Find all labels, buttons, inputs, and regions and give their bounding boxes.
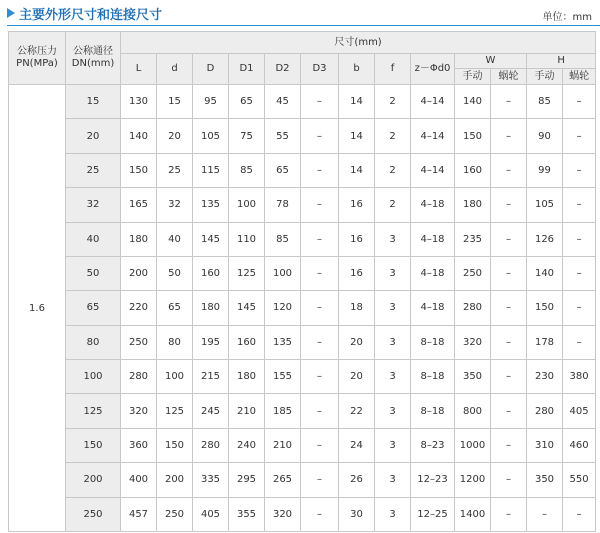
- table-cell: –: [563, 497, 596, 532]
- table-cell: –: [563, 291, 596, 325]
- table-cell: 110: [229, 222, 265, 256]
- table-cell: 4–18: [411, 222, 455, 256]
- table-cell: 310: [527, 428, 563, 462]
- table-cell: 85: [265, 222, 301, 256]
- dn-cell: 40: [66, 222, 121, 256]
- table-cell: –: [491, 291, 527, 325]
- header-z-d0: z－Φd0: [411, 54, 455, 85]
- table-cell: 115: [193, 153, 229, 187]
- table-cell: –: [301, 222, 339, 256]
- table-cell: 180: [455, 188, 491, 222]
- table-cell: 240: [229, 428, 265, 462]
- table-cell: –: [301, 153, 339, 187]
- table-cell: 2: [375, 153, 411, 187]
- table-cell: 14: [339, 119, 375, 153]
- table-cell: 105: [193, 119, 229, 153]
- header-f: f: [375, 54, 411, 85]
- table-cell: 180: [229, 360, 265, 394]
- header-divider: [7, 25, 600, 26]
- dn-cell: 80: [66, 325, 121, 359]
- table-cell: 320: [121, 394, 157, 428]
- table-cell: 250: [157, 497, 193, 532]
- table-cell: 245: [193, 394, 229, 428]
- table-cell: –: [491, 153, 527, 187]
- table-cell: 295: [229, 463, 265, 497]
- table-cell: 25: [157, 153, 193, 187]
- table-cell: –: [301, 428, 339, 462]
- table-cell: 220: [121, 291, 157, 325]
- header-H: H: [527, 54, 596, 69]
- dn-cell: 100: [66, 360, 121, 394]
- table-cell: 160: [455, 153, 491, 187]
- table-cell: 90: [527, 119, 563, 153]
- table-cell: 320: [265, 497, 301, 532]
- table-cell: 4–14: [411, 119, 455, 153]
- table-cell: –: [491, 222, 527, 256]
- table-cell: 178: [527, 325, 563, 359]
- table-row: [9, 119, 596, 153]
- table-cell: 16: [339, 256, 375, 290]
- table-cell: 3: [375, 360, 411, 394]
- header-D3: D3: [301, 54, 339, 85]
- dn-cell: 20: [66, 119, 121, 153]
- table-cell: 4–18: [411, 256, 455, 290]
- table-cell: 405: [563, 394, 596, 428]
- dn-cell: 25: [66, 153, 121, 187]
- table-cell: –: [491, 428, 527, 462]
- table-cell: 355: [229, 497, 265, 532]
- table-cell: 100: [229, 188, 265, 222]
- table-cell: 150: [121, 153, 157, 187]
- table-cell: 140: [121, 119, 157, 153]
- header-d: d: [157, 54, 193, 85]
- table-cell: 380: [563, 360, 596, 394]
- header-h-worm: 蜗轮: [563, 69, 596, 85]
- table-cell: 126: [527, 222, 563, 256]
- header-h-manual: 手动: [527, 69, 563, 85]
- table-cell: 2: [375, 85, 411, 119]
- table-cell: –: [563, 85, 596, 119]
- header-D1: D1: [229, 54, 265, 85]
- header-D2: D2: [265, 54, 301, 85]
- table-cell: 3: [375, 291, 411, 325]
- table-cell: 800: [455, 394, 491, 428]
- table-cell: 140: [455, 85, 491, 119]
- table-cell: 120: [265, 291, 301, 325]
- table-cell: 160: [229, 325, 265, 359]
- table-cell: –: [527, 497, 563, 532]
- table-cell: 12–23: [411, 463, 455, 497]
- table-cell: 4–18: [411, 188, 455, 222]
- table-cell: –: [563, 153, 596, 187]
- table-cell: 20: [339, 325, 375, 359]
- table-cell: –: [301, 85, 339, 119]
- table-cell: 45: [265, 85, 301, 119]
- table-cell: 40: [157, 222, 193, 256]
- table-cell: –: [563, 119, 596, 153]
- table-cell: 30: [339, 497, 375, 532]
- table-cell: –: [301, 497, 339, 532]
- section-header: [0, 0, 600, 26]
- table-cell: 280: [455, 291, 491, 325]
- table-cell: –: [491, 325, 527, 359]
- table-cell: 100: [265, 256, 301, 290]
- header-W: W: [455, 54, 527, 69]
- table-cell: 135: [265, 325, 301, 359]
- unit-label: 单位：mm: [542, 12, 592, 23]
- table-cell: 460: [563, 428, 596, 462]
- table-cell: 125: [157, 394, 193, 428]
- table-cell: 180: [193, 291, 229, 325]
- table-cell: 150: [157, 428, 193, 462]
- table-cell: 320: [455, 325, 491, 359]
- table-cell: 3: [375, 428, 411, 462]
- table-cell: 16: [339, 188, 375, 222]
- table-cell: 280: [527, 394, 563, 428]
- table-row: [9, 85, 596, 119]
- table-cell: –: [301, 360, 339, 394]
- table-cell: 85: [527, 85, 563, 119]
- table-cell: 4–14: [411, 153, 455, 187]
- table-cell: 280: [121, 360, 157, 394]
- dn-cell: 15: [66, 85, 121, 119]
- table-cell: 265: [265, 463, 301, 497]
- header-pn: 公称压力 PN(MPa): [9, 32, 66, 85]
- table-cell: 3: [375, 497, 411, 532]
- table-cell: 150: [527, 291, 563, 325]
- table-cell: 150: [455, 119, 491, 153]
- table-cell: –: [491, 85, 527, 119]
- table-cell: 550: [563, 463, 596, 497]
- table-cell: 210: [265, 428, 301, 462]
- table-cell: 95: [193, 85, 229, 119]
- header-b: b: [339, 54, 375, 85]
- header-size: 尺寸(mm): [121, 32, 596, 54]
- table-cell: –: [301, 119, 339, 153]
- table-cell: 26: [339, 463, 375, 497]
- table-cell: 20: [339, 360, 375, 394]
- table-cell: –: [491, 188, 527, 222]
- table-cell: 360: [121, 428, 157, 462]
- table-cell: 14: [339, 153, 375, 187]
- table-row: [9, 291, 596, 325]
- table-cell: 14: [339, 85, 375, 119]
- section-title: 主要外形尺寸和连接尺寸: [19, 8, 163, 23]
- table-cell: –: [563, 188, 596, 222]
- table-cell: 16: [339, 222, 375, 256]
- dn-cell: 150: [66, 428, 121, 462]
- header-dn: 公称通径 DN(mm): [66, 32, 121, 85]
- table-cell: 235: [455, 222, 491, 256]
- table-cell: 8–18: [411, 325, 455, 359]
- table-cell: –: [491, 256, 527, 290]
- table-cell: 8–18: [411, 360, 455, 394]
- table-cell: 32: [157, 188, 193, 222]
- table-cell: –: [563, 256, 596, 290]
- table-body: [9, 85, 596, 532]
- table-cell: 200: [121, 256, 157, 290]
- table-cell: 155: [265, 360, 301, 394]
- table-cell: –: [301, 188, 339, 222]
- dn-cell: 65: [66, 291, 121, 325]
- table-cell: 200: [157, 463, 193, 497]
- dn-cell: 50: [66, 256, 121, 290]
- table-cell: 8–23: [411, 428, 455, 462]
- table-cell: –: [563, 325, 596, 359]
- header-w-manual: 手动: [455, 69, 491, 85]
- table-cell: 24: [339, 428, 375, 462]
- table-row: [9, 256, 596, 290]
- table-cell: 50: [157, 256, 193, 290]
- table-cell: 335: [193, 463, 229, 497]
- table-cell: 145: [229, 291, 265, 325]
- table-cell: 180: [121, 222, 157, 256]
- table-row: [9, 153, 596, 187]
- table-cell: 4–18: [411, 291, 455, 325]
- table-cell: 1000: [455, 428, 491, 462]
- table-cell: 75: [229, 119, 265, 153]
- table-cell: 350: [527, 463, 563, 497]
- table-cell: 140: [527, 256, 563, 290]
- table-cell: 195: [193, 325, 229, 359]
- table-cell: 210: [229, 394, 265, 428]
- table-cell: 160: [193, 256, 229, 290]
- table-row: [9, 188, 596, 222]
- table-cell: –: [301, 394, 339, 428]
- pn-cell: 1.6: [9, 85, 66, 532]
- header-D: D: [193, 54, 229, 85]
- table-cell: 65: [157, 291, 193, 325]
- table-cell: 3: [375, 222, 411, 256]
- table-cell: 457: [121, 497, 157, 532]
- table-row: [9, 360, 596, 394]
- table-cell: 65: [265, 153, 301, 187]
- table-cell: –: [563, 222, 596, 256]
- table-cell: 2: [375, 119, 411, 153]
- table-cell: 280: [193, 428, 229, 462]
- table-row: [9, 222, 596, 256]
- table-cell: 250: [121, 325, 157, 359]
- table-cell: 250: [455, 256, 491, 290]
- table-cell: 125: [229, 256, 265, 290]
- header-L: L: [121, 54, 157, 85]
- table-cell: 2: [375, 188, 411, 222]
- table-cell: –: [301, 256, 339, 290]
- table-cell: 85: [229, 153, 265, 187]
- table-cell: –: [301, 463, 339, 497]
- table-row: [9, 497, 596, 532]
- table-cell: 3: [375, 463, 411, 497]
- table-cell: 8–18: [411, 394, 455, 428]
- triangle-right-icon: [7, 8, 15, 18]
- table-cell: 99: [527, 153, 563, 187]
- table-cell: 65: [229, 85, 265, 119]
- table-cell: 165: [121, 188, 157, 222]
- table-cell: –: [491, 394, 527, 428]
- dn-cell: 250: [66, 497, 121, 532]
- dn-cell: 32: [66, 188, 121, 222]
- table-cell: 105: [527, 188, 563, 222]
- table-cell: 185: [265, 394, 301, 428]
- table-cell: 20: [157, 119, 193, 153]
- table-cell: 3: [375, 394, 411, 428]
- table-cell: 145: [193, 222, 229, 256]
- table-cell: 1200: [455, 463, 491, 497]
- table-cell: 15: [157, 85, 193, 119]
- table-row: [9, 463, 596, 497]
- table-cell: –: [301, 291, 339, 325]
- table-cell: 80: [157, 325, 193, 359]
- dn-cell: 200: [66, 463, 121, 497]
- table-cell: 78: [265, 188, 301, 222]
- table-row: [9, 394, 596, 428]
- table-cell: 350: [455, 360, 491, 394]
- table-cell: 130: [121, 85, 157, 119]
- table-cell: –: [491, 360, 527, 394]
- table-cell: 405: [193, 497, 229, 532]
- dimension-table: [8, 31, 596, 532]
- table-cell: –: [491, 463, 527, 497]
- header-w-worm: 蜗轮: [491, 69, 527, 85]
- table-row: [9, 428, 596, 462]
- table-cell: –: [491, 119, 527, 153]
- dn-cell: 125: [66, 394, 121, 428]
- table-cell: 215: [193, 360, 229, 394]
- table-cell: 135: [193, 188, 229, 222]
- table-cell: 18: [339, 291, 375, 325]
- table-cell: 55: [265, 119, 301, 153]
- table-cell: –: [301, 325, 339, 359]
- table-cell: 230: [527, 360, 563, 394]
- table-cell: 100: [157, 360, 193, 394]
- table-cell: –: [491, 497, 527, 532]
- table-cell: 3: [375, 256, 411, 290]
- table-cell: 400: [121, 463, 157, 497]
- table-cell: 12–25: [411, 497, 455, 532]
- table-cell: 22: [339, 394, 375, 428]
- table-cell: 1400: [455, 497, 491, 532]
- table-cell: 3: [375, 325, 411, 359]
- table-cell: 4–14: [411, 85, 455, 119]
- table-row: [9, 325, 596, 359]
